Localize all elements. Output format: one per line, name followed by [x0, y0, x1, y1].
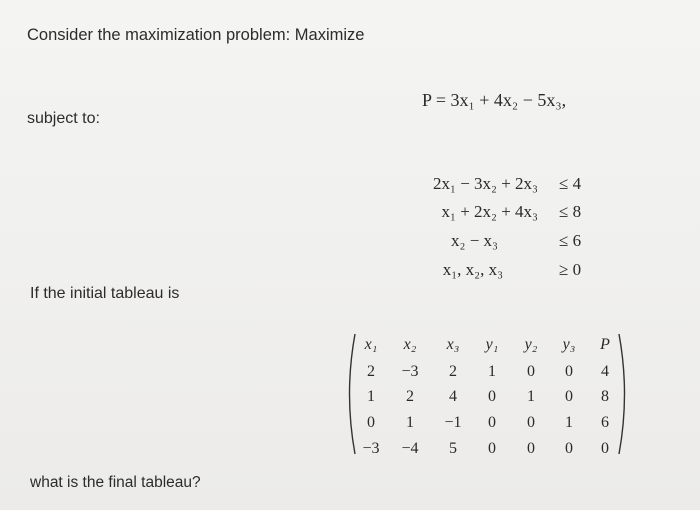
tableau-cell: 2 — [449, 363, 457, 380]
tableau-cell: 1 — [488, 363, 496, 380]
tableau-cell: 1 — [406, 414, 414, 431]
constraint-lhs: x₂ − x₃ — [451, 231, 498, 250]
tableau-cell: 0 — [527, 414, 535, 431]
tableau-cell: 0 — [488, 440, 496, 457]
constraint-lhs: 2x₁ − 3x₂ + 2x₃ — [433, 174, 538, 193]
tableau-cell: 5 — [449, 440, 457, 457]
subject-to-label: subject to: — [27, 110, 100, 127]
tableau-cell: 1 — [527, 388, 535, 405]
tableau-cell: −1 — [444, 414, 462, 431]
tableau-cell: 1 — [367, 388, 375, 405]
initial-tableau — [343, 330, 633, 460]
constraint-rhs: ≤ 8 — [559, 202, 582, 221]
constraint-rhs: ≥ 0 — [559, 260, 582, 279]
tableau-cell: 6 — [601, 414, 609, 431]
tableau-header: x₃ — [446, 336, 460, 353]
tableau-cell: 0 — [527, 440, 535, 457]
tableau-cell: 4 — [449, 388, 457, 405]
tableau-cell: 8 — [601, 388, 609, 405]
constraint-rhs: ≤ 6 — [559, 231, 582, 250]
tableau-header: x₂ — [403, 336, 417, 353]
tableau-header: y₂ — [524, 336, 538, 353]
constraint-rhs: ≤ 4 — [559, 174, 582, 193]
tableau-cell: −3 — [401, 363, 419, 380]
question-text: what is the final tableau? — [30, 474, 201, 491]
tableau-cell: 2 — [367, 363, 375, 380]
tableau-cell: 0 — [488, 388, 496, 405]
objective-function: P = 3x₁ + 4x₂ − 5x₃, — [422, 90, 567, 110]
tableau-cell: 0 — [565, 388, 573, 405]
tableau-cell: 0 — [565, 440, 573, 457]
tableau-cell: 0 — [527, 363, 535, 380]
constraint-lhs: x₁ + 2x₂ + 4x₃ — [441, 202, 538, 221]
initial-tableau-label: If the initial tableau is — [30, 285, 180, 302]
tableau-cell: −4 — [401, 440, 419, 457]
tableau-cell: −3 — [362, 440, 380, 457]
tableau-header: x₁ — [364, 336, 378, 353]
tableau-cell: 0 — [565, 363, 573, 380]
tableau-cell: 0 — [601, 440, 609, 457]
tableau-header: y₃ — [562, 336, 576, 353]
tableau-header: y₁ — [485, 336, 499, 353]
tableau-cell: 1 — [565, 414, 573, 431]
tableau-cell: 4 — [601, 363, 609, 380]
tableau-header: P — [600, 336, 610, 353]
tableau-cell: 0 — [488, 414, 496, 431]
tableau-cell: 0 — [367, 414, 375, 431]
constraint-lhs: x₁, x₂, x₃ — [442, 260, 503, 279]
intro-text: Consider the maximization problem: Maximize — [27, 26, 365, 44]
tableau-cell: 2 — [406, 388, 414, 405]
